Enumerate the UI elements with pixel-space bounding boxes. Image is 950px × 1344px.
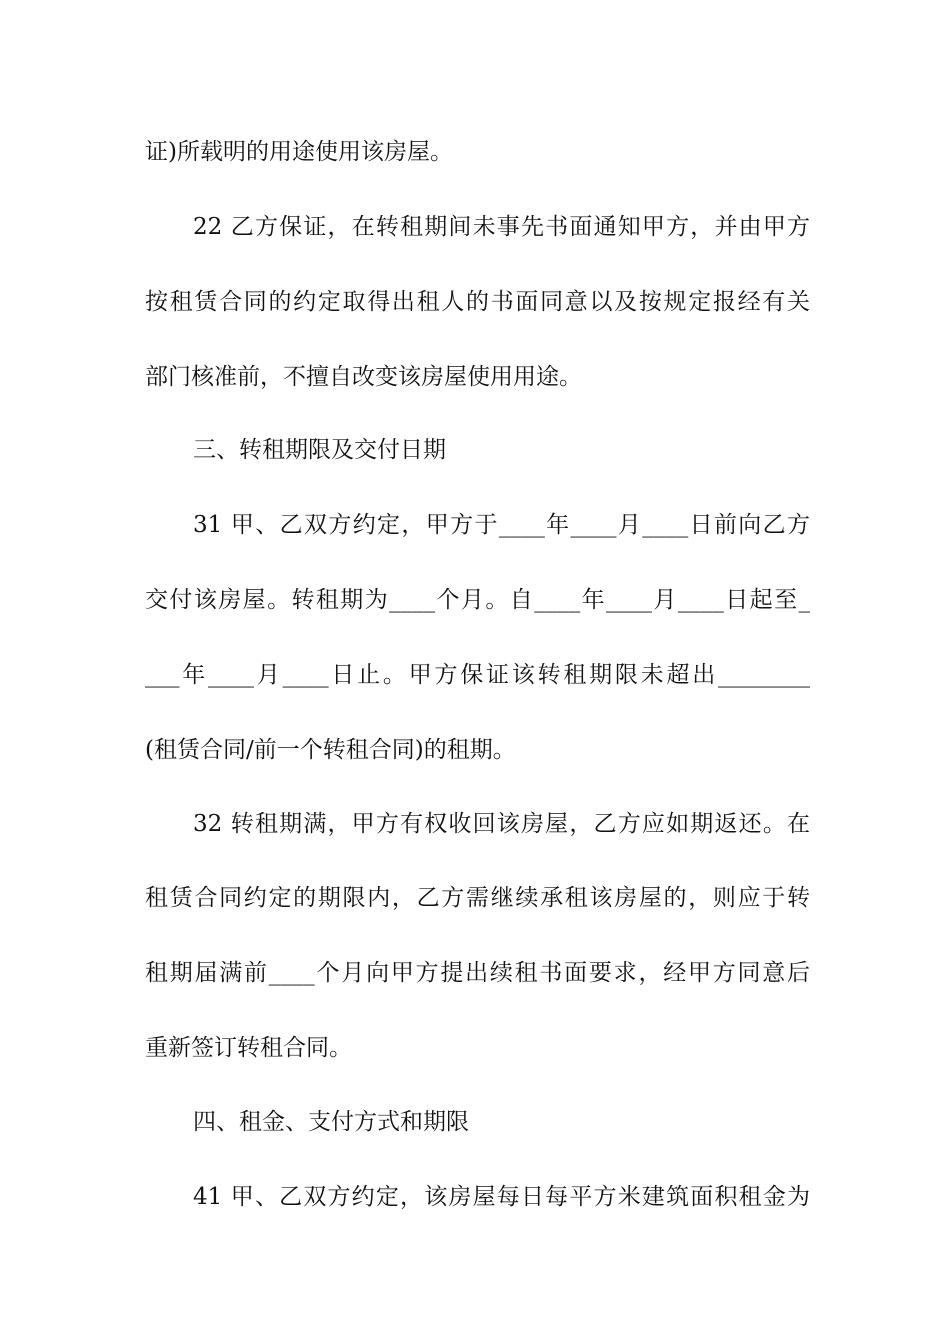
text-line: 32 转租期满，甲方有权收回该房屋，乙方应如期返还。在 bbox=[193, 811, 810, 837]
text-line: 租赁合同约定的期限内，乙方需继续承租该房屋的，则应于转 bbox=[145, 885, 810, 911]
text-line: 证)所载明的用途使用该房屋。 bbox=[145, 139, 453, 165]
text-line: 交付该房屋。转租期为____个月。自____年____月____日起至_ bbox=[145, 587, 810, 613]
text-line: 重新签订转租合同。 bbox=[145, 1035, 352, 1061]
text-line: 41 甲、乙双方约定，该房屋每日每平方米建筑面积租金为 bbox=[193, 1184, 810, 1210]
text-line: 31 甲、乙双方约定，甲方于____年____月____日前向乙方 bbox=[193, 512, 810, 538]
section-heading: 四、租金、支付方式和期限 bbox=[193, 1109, 469, 1135]
section-heading: 三、转租期限及交付日期 bbox=[193, 437, 446, 463]
text-line: (租赁合同/前一个转租合同)的租期。 bbox=[145, 737, 516, 763]
text-line: 按租赁合同的约定取得出租人的书面同意以及按规定报经有关 bbox=[145, 289, 810, 315]
text-line: 22 乙方保证，在转租期间未事先书面通知甲方，并由甲方 bbox=[193, 214, 810, 240]
text-line: 租期届满前____个月向甲方提出续租书面要求，经甲方同意后 bbox=[145, 960, 810, 986]
text-line: 部门核准前，不擅自改变该房屋使用用途。 bbox=[145, 364, 582, 390]
text-line: ___年____月____日止。甲方保证该转租期限未超出________ bbox=[145, 662, 810, 688]
